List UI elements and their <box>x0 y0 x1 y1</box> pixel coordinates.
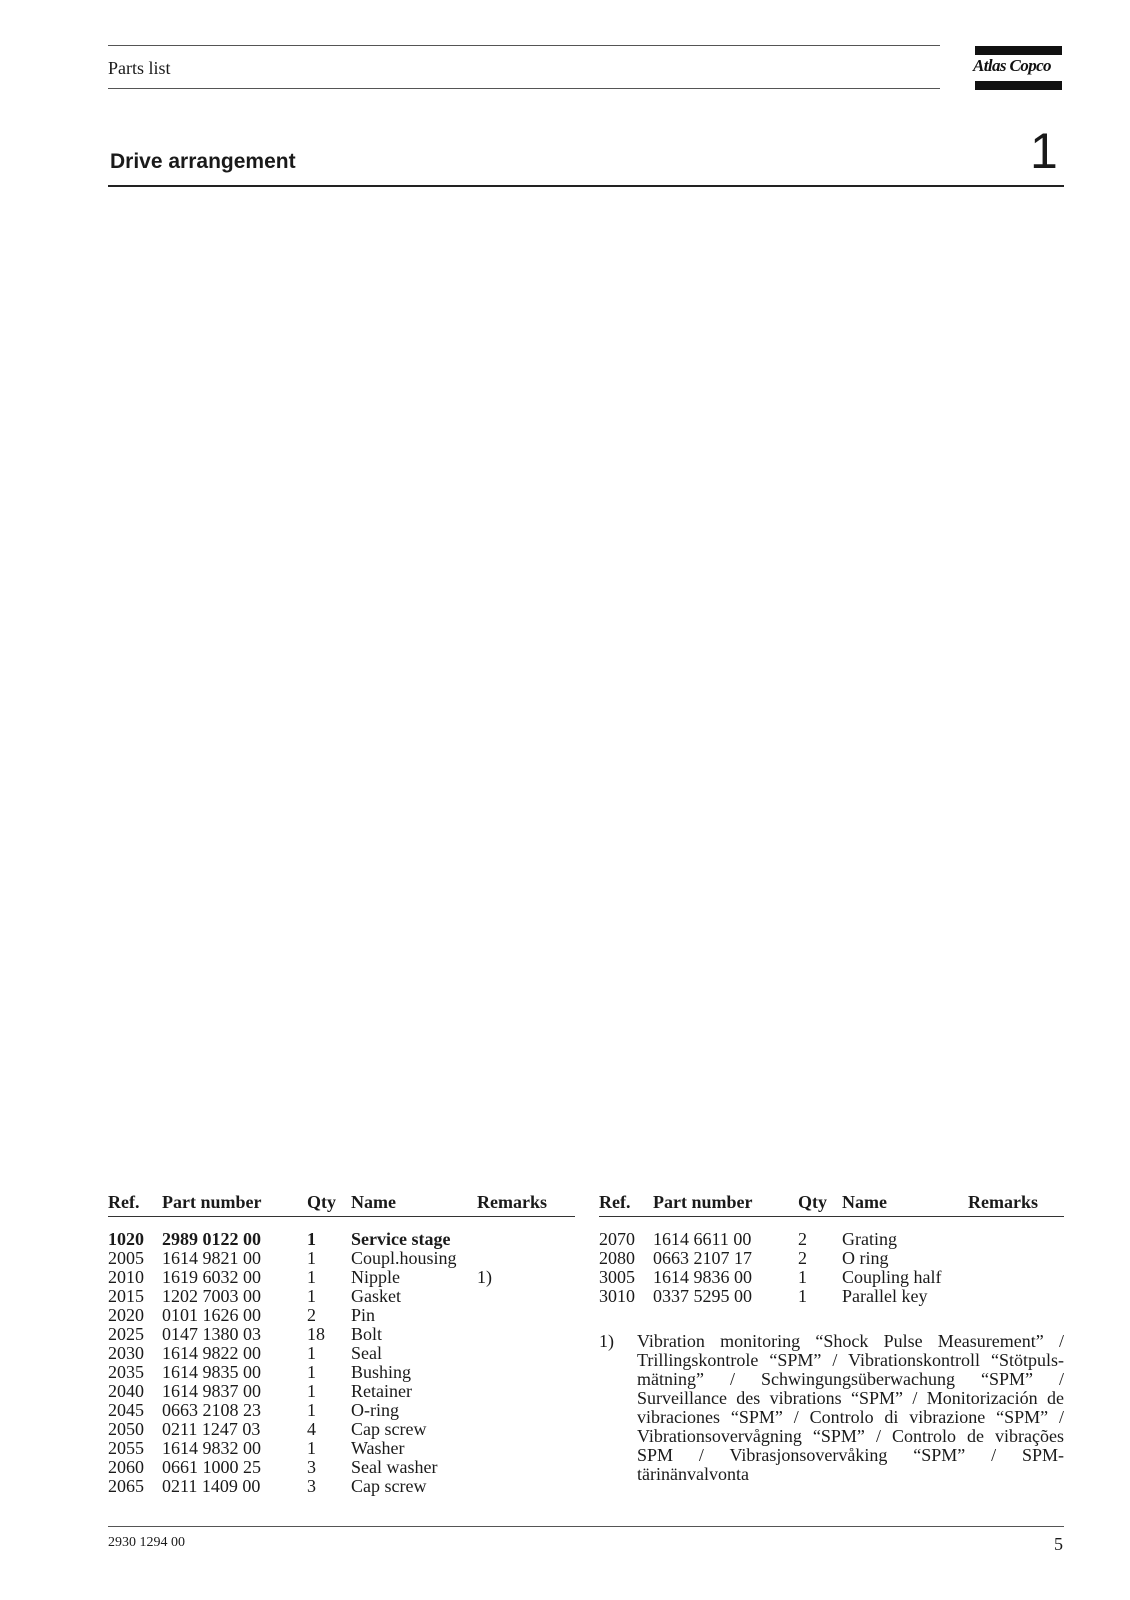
cell-qty: 2 <box>798 1248 807 1268</box>
cell-part-number: 1614 9837 00 <box>162 1381 261 1401</box>
cell-part-number: 2989 0122 00 <box>162 1229 261 1249</box>
cell-name: Parallel key <box>842 1286 928 1306</box>
cell-part-number: 0663 2107 17 <box>653 1248 752 1268</box>
table-row <box>108 1458 577 1477</box>
cell-qty: 3 <box>307 1457 316 1477</box>
col-header-name: Name <box>351 1192 396 1212</box>
col-header-name: Name <box>842 1192 887 1212</box>
cell-qty: 18 <box>307 1324 325 1344</box>
table-row <box>108 1420 577 1439</box>
cell-remarks <box>477 1325 577 1344</box>
parts-table-right <box>599 1192 1068 1306</box>
cell-name: Bolt <box>351 1324 383 1344</box>
cell-qty: 1 <box>307 1286 316 1306</box>
cell-part-number: 0663 2108 23 <box>162 1400 261 1420</box>
cell-part-number: 0661 1000 25 <box>162 1457 261 1477</box>
cell-name: Retainer <box>351 1381 412 1401</box>
cell-qty: 1 <box>307 1343 316 1363</box>
cell-ref: 1020 <box>108 1229 144 1249</box>
table-row <box>599 1249 1068 1268</box>
table-row <box>108 1382 577 1401</box>
cell-qty: 4 <box>307 1419 316 1439</box>
cell-ref: 2030 <box>108 1343 144 1363</box>
logo-text: Atlas Copco <box>973 56 1051 75</box>
cell-name: Grating <box>842 1229 897 1249</box>
cell-name: Seal <box>351 1343 382 1363</box>
cell-ref: 2025 <box>108 1324 144 1344</box>
cell-remarks <box>968 1287 1068 1306</box>
cell-name: Pin <box>351 1305 376 1325</box>
cell-part-number: 1202 7003 00 <box>162 1286 261 1306</box>
cell-qty: 1 <box>307 1381 316 1401</box>
cell-part-number: 1614 6611 00 <box>653 1229 752 1249</box>
table-row <box>108 1249 577 1268</box>
cell-remarks <box>477 1344 577 1363</box>
cell-part-number: 1619 6032 00 <box>162 1267 261 1287</box>
col-header-ref: Ref. <box>599 1192 631 1212</box>
cell-ref: 2055 <box>108 1438 144 1458</box>
col-header-remarks: Remarks <box>477 1192 547 1212</box>
table-header-row <box>599 1192 1068 1216</box>
cell-qty: 3 <box>307 1476 316 1496</box>
cell-remarks: 1) <box>477 1267 492 1287</box>
col-header-part-number: Part number <box>653 1192 753 1212</box>
table-row <box>108 1363 577 1382</box>
cell-name: Coupling half <box>842 1267 942 1287</box>
table-row <box>108 1268 577 1287</box>
cell-name: O ring <box>842 1248 889 1268</box>
cell-name: Washer <box>351 1438 405 1458</box>
cell-ref: 2020 <box>108 1305 144 1325</box>
table-row <box>108 1287 577 1306</box>
cell-remarks <box>477 1249 577 1268</box>
footer-doc-number: 2930 1294 00 <box>108 1535 185 1550</box>
cell-remarks <box>968 1268 1068 1287</box>
cell-part-number: 1614 9822 00 <box>162 1343 261 1363</box>
cell-ref: 2040 <box>108 1381 144 1401</box>
cell-ref: 3010 <box>599 1286 635 1306</box>
table-header-row <box>108 1192 577 1216</box>
table-row <box>599 1230 1068 1249</box>
table-row <box>108 1306 577 1325</box>
cell-ref: 2045 <box>108 1400 144 1420</box>
cell-ref: 2070 <box>599 1229 635 1249</box>
cell-qty: 2 <box>798 1229 807 1249</box>
cell-ref: 2060 <box>108 1457 144 1477</box>
table-row <box>108 1230 577 1249</box>
section-title: Drive arrangement <box>110 150 296 173</box>
table-row <box>599 1287 1068 1306</box>
cell-ref: 2010 <box>108 1267 144 1287</box>
col-header-qty: Qty <box>307 1192 336 1212</box>
table-row <box>108 1477 577 1496</box>
cell-remarks <box>968 1230 1068 1249</box>
cell-name: Cap screw <box>351 1476 427 1496</box>
cell-ref: 2015 <box>108 1286 144 1306</box>
cell-qty: 1 <box>798 1267 807 1287</box>
cell-remarks <box>477 1420 577 1439</box>
cell-name: Nipple <box>351 1267 400 1287</box>
footnote-marker: 1) <box>599 1331 614 1351</box>
cell-qty: 1 <box>798 1286 807 1306</box>
cell-name: O-ring <box>351 1400 399 1420</box>
header-bottom-rule <box>108 88 940 89</box>
col-header-remarks: Remarks <box>968 1192 1038 1212</box>
cell-name: Bushing <box>351 1362 412 1382</box>
cell-name: Cap screw <box>351 1419 427 1439</box>
cell-part-number: 1614 9832 00 <box>162 1438 261 1458</box>
cell-remarks <box>477 1363 577 1382</box>
cell-qty: 1 <box>307 1267 316 1287</box>
cell-qty: 2 <box>307 1305 316 1325</box>
table-row <box>108 1401 577 1420</box>
table-row <box>599 1268 1068 1287</box>
cell-name: Seal washer <box>351 1457 438 1477</box>
page-number: 5 <box>1054 1534 1063 1554</box>
footnote-text: Vibration monitoring “Shock Pulse Measurement” / Trillingskontrole “SPM” / Vibrationskontroll “Stötpuls-mätning” / Schwingungsüberwachung “SPM” / Surveillance des vibrations “SPM” / Monitorización de vibraciones “SPM” / Controlo di vibrazione “SPM” / Vibrationsovervågning “SPM” / Controlo de vibrações SPM / Vibrasjonsovervåking “SPM” / SPM-tärinänvalvonta <box>637 1331 1064 1484</box>
table-row <box>108 1325 577 1344</box>
logo-top-bar <box>975 46 1062 55</box>
cell-ref: 2005 <box>108 1248 144 1268</box>
col-header-part-number: Part number <box>162 1192 262 1212</box>
col-header-qty: Qty <box>798 1192 827 1212</box>
footer-rule <box>108 1526 1064 1527</box>
cell-qty: 1 <box>307 1362 316 1382</box>
cell-part-number: 0101 1626 00 <box>162 1305 261 1325</box>
cell-remarks <box>477 1287 577 1306</box>
parts-table-left <box>108 1192 577 1496</box>
right-table-header-rule <box>599 1216 1064 1217</box>
cell-part-number: 0147 1380 03 <box>162 1324 261 1344</box>
section-number: 1 <box>1030 123 1058 179</box>
cell-ref: 2035 <box>108 1362 144 1382</box>
cell-part-number: 0337 5295 00 <box>653 1286 752 1306</box>
section-rule <box>108 185 1064 187</box>
left-table-header-rule <box>108 1216 575 1217</box>
cell-ref: 3005 <box>599 1267 635 1287</box>
cell-remarks <box>477 1458 577 1477</box>
cell-remarks <box>477 1306 577 1325</box>
col-header-ref: Ref. <box>108 1192 140 1212</box>
table-row <box>108 1344 577 1363</box>
cell-qty: 1 <box>307 1229 316 1249</box>
cell-remarks <box>477 1401 577 1420</box>
cell-part-number: 1614 9836 00 <box>653 1267 752 1287</box>
cell-qty: 1 <box>307 1248 316 1268</box>
cell-part-number: 1614 9821 00 <box>162 1248 261 1268</box>
cell-name: Service stage <box>351 1229 451 1249</box>
cell-ref: 2050 <box>108 1419 144 1439</box>
cell-part-number: 0211 1247 03 <box>162 1419 261 1439</box>
cell-remarks <box>477 1230 577 1249</box>
cell-qty: 1 <box>307 1438 316 1458</box>
table-row <box>108 1439 577 1458</box>
cell-remarks <box>477 1439 577 1458</box>
cell-name: Gasket <box>351 1286 401 1306</box>
header-top-rule <box>108 45 940 46</box>
cell-part-number: 0211 1409 00 <box>162 1476 261 1496</box>
cell-part-number: 1614 9835 00 <box>162 1362 261 1382</box>
cell-remarks <box>477 1477 577 1496</box>
cell-name: Coupl.housing <box>351 1248 457 1268</box>
cell-remarks <box>968 1249 1068 1268</box>
header-label: Parts list <box>108 58 171 78</box>
cell-ref: 2080 <box>599 1248 635 1268</box>
cell-qty: 1 <box>307 1400 316 1420</box>
cell-remarks <box>477 1382 577 1401</box>
logo-bottom-bar <box>975 81 1062 90</box>
cell-ref: 2065 <box>108 1476 144 1496</box>
